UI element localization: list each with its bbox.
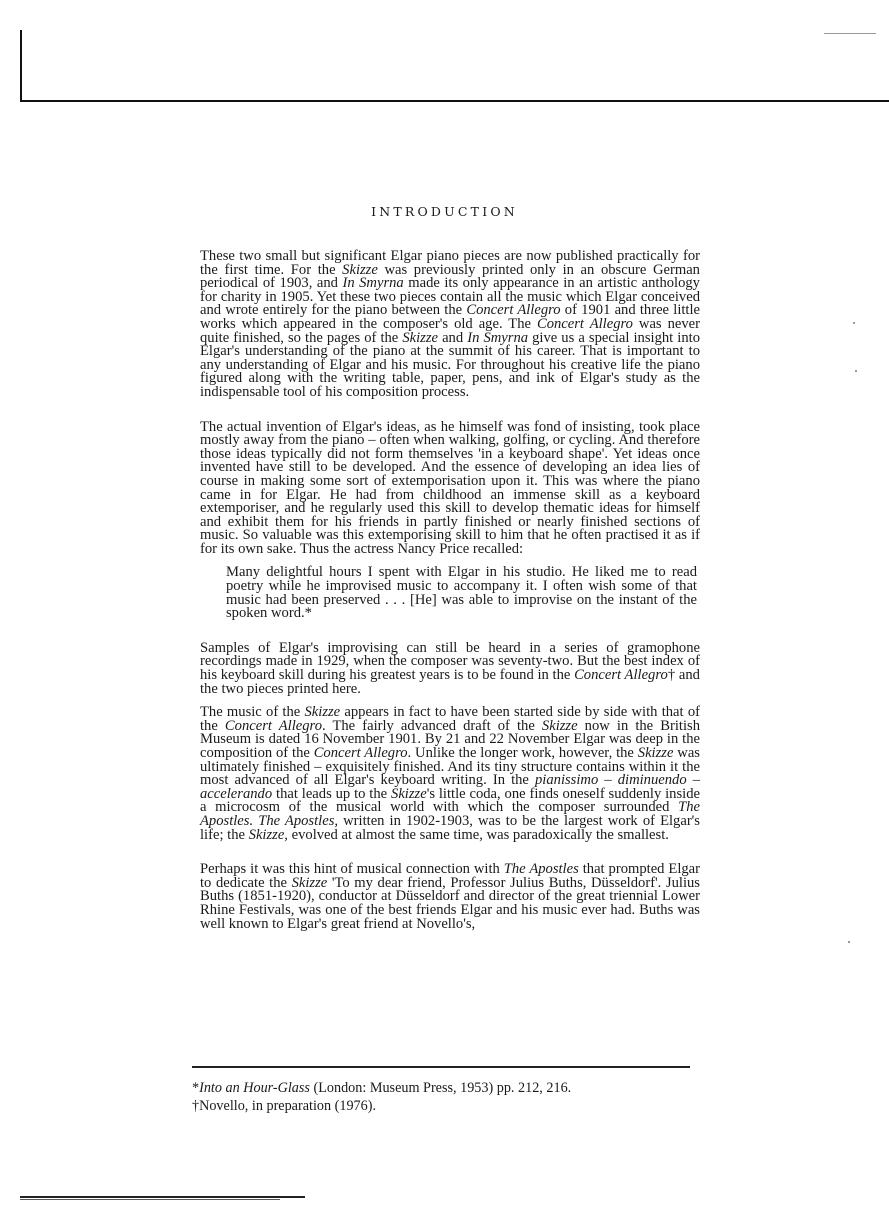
- paragraph-1: [200, 250, 700, 400]
- italic-title: The Apostles. The Apostles,: [200, 799, 700, 829]
- italic-term: pianissimo – diminuendo – accelerando: [200, 772, 701, 802]
- italic-title: Concert Allegro: [574, 667, 668, 684]
- scan-edge-bottom-secondary: [20, 1199, 280, 1200]
- text-run: give us a special insight into Elgar's understanding of the piano at the summit of his career. That is important to any understanding of Elgar and his music. For throughout his creative life the piano figured along with the writing table, paper, pens, and ink of Elgar's study as the indispensable tool of his composition process.: [200, 329, 700, 400]
- scan-speck: [853, 322, 855, 324]
- italic-title: Skizze: [541, 717, 578, 734]
- italic-title: Skizze: [291, 874, 328, 891]
- paragraph-5: [200, 863, 700, 931]
- paragraph-3: [200, 639, 700, 697]
- italic-title: Into an Hour-Glass: [199, 1080, 310, 1096]
- text-run: written in 1902-1903, was to be the largest work of Elgar's life; the: [200, 812, 700, 843]
- page-title: INTRODUCTION: [371, 204, 518, 219]
- text-run: 'To my dear friend, Professor Julius Buths, Düsseldorf'. Julius Buths (1851-1920), conductor at Düsseldorf and director of the great triennial Lower Rhine Festivals, was one of the best friends Elgar and his music ever had. Buths was well known to Elgar's great friend at Novello's,: [200, 874, 700, 932]
- italic-title: Concert Allegro: [466, 302, 561, 319]
- italic-title: In Smyrna: [467, 329, 529, 346]
- text-run: was previously printed only in an obscure German periodical of 1903, and: [200, 261, 700, 292]
- text-run: Many delightful hours I spent with Elgar in his studio. He liked me to read poetry while he improvised music to accompany it. I often wish some of that music had been preserved . . . [He] was able to improvise on the instant of the spoken word.*: [226, 564, 697, 622]
- text-run: 's little coda, one finds oneself suddenly inside a microcosm of the musical world with which the composer surrounded: [200, 785, 700, 816]
- scan-edge-top-right: [824, 33, 876, 34]
- footnote-2: †Novello, in preparation (1976).: [192, 1097, 376, 1114]
- italic-title: Skizze: [391, 785, 427, 802]
- paragraph-4: [200, 706, 700, 842]
- text-run: evolved at almost the same time, was paradoxically the smallest.: [287, 826, 669, 843]
- text-run: Samples of Elgar's improvising can still be heard in a series of gramophone recordings made in 1929, when the composer was seventy-two. But the best index of his keyboard skill during his greatest years is to be found in the: [200, 639, 700, 684]
- italic-title: Skizze: [304, 704, 341, 721]
- scan-edge-top: [20, 100, 889, 102]
- text-run: was ultimately finished – exquisitely finished. And its tiny structure contains within it the most advanced of all Elgar's keyboard writing. In the: [200, 745, 700, 789]
- text-run: that leads up to the: [272, 785, 392, 802]
- italic-title: In Smyrna: [342, 275, 404, 292]
- text-run: of 1901 and three little works which appeared in the composer's old age. The: [200, 302, 701, 332]
- footnote-1: [192, 1080, 692, 1098]
- footnotes: [192, 1080, 692, 1115]
- text-run: The actual invention of Elgar's ideas, as he himself was fond of insisting, took place mostly away from the piano – often when walking, golfing, or cycling. And therefore those ideas typically did not form themselves 'in a keyboard shape'. Yet ideas once invented have still to be developed. And the essence of developing an idea lies of course in making some sort of extemporisation upon it. This was where the piano came in for Elgar. He had from childhood an immense skill as a keyboard extemporiser, and he regularly used this skill to develop thematic ideas for himself and exhibit them for his friends in partly finished or nearly finished sections of music. So valuable was this extemporising skill to him that he often practised it as if for its own sake. Thus the actress Nancy Price recalled:: [200, 418, 700, 557]
- text-run: (London: Museum Press, 1953) pp. 212, 216.: [309, 1080, 572, 1096]
- text-run: These two small but significant Elgar piano pieces are now published practically for the first time. For the: [200, 248, 700, 278]
- text-run: that prompted Elgar to dedicate the: [200, 861, 701, 891]
- text-run: . Unlike the longer work, however, the: [407, 745, 638, 761]
- text-run: and: [438, 329, 468, 346]
- italic-title: Skizze: [342, 261, 378, 278]
- scan-speck: [848, 941, 850, 943]
- text-run: † and the two pieces printed here.: [200, 667, 700, 697]
- text-run: . The fairly advanced draft of the: [322, 717, 542, 734]
- italic-title: Concert Allegro: [313, 745, 408, 761]
- text-run: was never quite finished, so the pages of the: [200, 315, 700, 346]
- footnote-rule: [192, 1066, 690, 1068]
- scan-edge-bottom: [20, 1196, 305, 1198]
- text-run: The music of the: [200, 704, 305, 721]
- text-run: appears in fact to have been started side by side with that of the: [200, 704, 700, 734]
- italic-title: Skizze: [402, 329, 439, 346]
- block-quote: [226, 566, 697, 620]
- footnote-marker: *: [192, 1080, 200, 1096]
- text-run: Perhaps it was this hint of musical connection with: [200, 861, 504, 878]
- italic-title: Skizze: [637, 745, 674, 761]
- paragraph-2: [200, 418, 700, 557]
- italic-title: The Apostles: [503, 861, 579, 878]
- body-text: [200, 250, 700, 931]
- italic-title: Skizze,: [248, 826, 288, 843]
- italic-title: Concert Allegro: [224, 717, 322, 734]
- italic-title: Concert Allegro: [536, 315, 633, 332]
- scan-speck: [855, 370, 857, 372]
- text-run: now in the British Museum is dated 16 November 1901. By 21 and 22 November Elgar was deep in the composition of the: [200, 717, 700, 761]
- text-run: made its only appearance in an artistic anthology for charity in 1905. Yet these two pieces contain all the music which Elgar conceived and wrote entirely for the piano between the: [200, 275, 700, 319]
- scan-edge-vertical: [20, 30, 22, 102]
